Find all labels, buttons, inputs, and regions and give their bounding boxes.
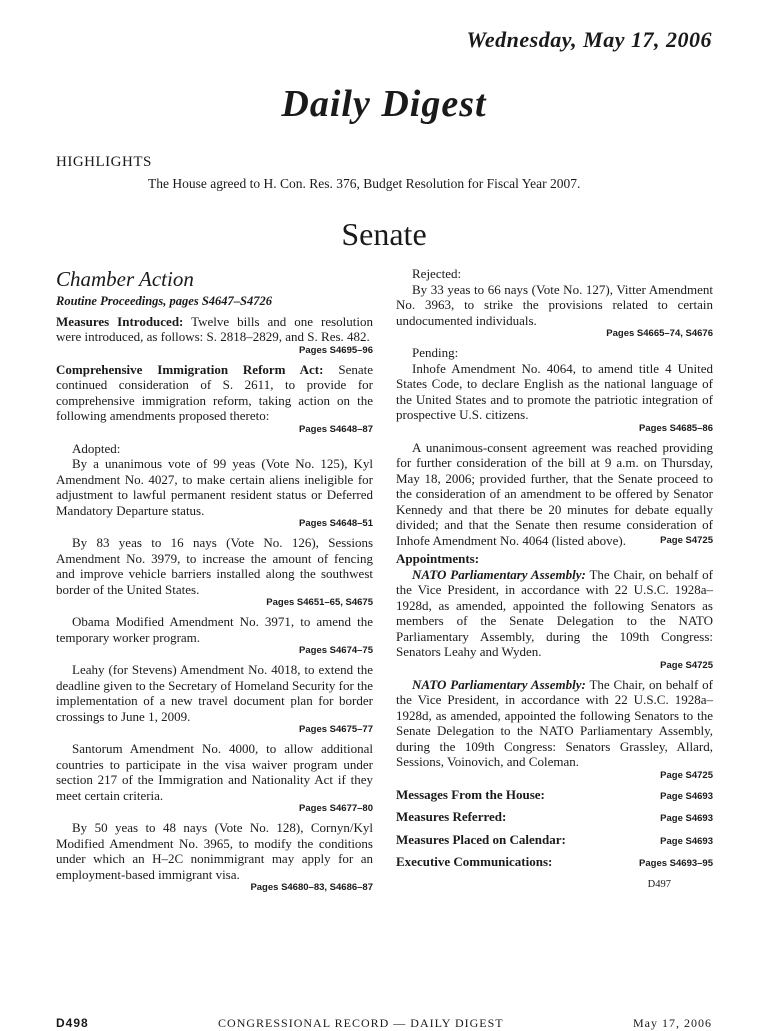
date-line: Wednesday, May 17, 2006 bbox=[466, 27, 712, 52]
agreement-paragraph bbox=[396, 440, 713, 549]
highlights-heading: HIGHLIGHTS bbox=[56, 154, 152, 170]
page-ref: Pages S4675–77 bbox=[299, 724, 373, 735]
cir-label: Comprehensive Immigration Reform Act: bbox=[56, 361, 324, 377]
page-ref: Page S4725 bbox=[660, 534, 713, 546]
pending-label: Pending: bbox=[412, 345, 459, 360]
measures-introduced-text: Twelve bills and one resolution were introduced, as follows: S. 2818–2829, and S. Res. 482. bbox=[56, 313, 373, 344]
footer-page: D498 bbox=[56, 1016, 89, 1030]
measures-introduced-paragraph bbox=[56, 314, 373, 345]
page-ref: Pages S4651–65, S4675 bbox=[266, 597, 373, 608]
measures-introduced-label: Measures Introduced: bbox=[56, 313, 184, 329]
rejected-text: By 33 yeas to 66 nays (Vote No. 127), Vitter Amendment No. 3963, to strike the provisions related to certain undocumented individuals. bbox=[396, 281, 713, 328]
row-label: Measures Placed on Calendar: bbox=[396, 831, 566, 847]
chamber-action-heading: Chamber Action bbox=[56, 267, 194, 291]
page-ref: Pages S4674–75 bbox=[299, 645, 373, 656]
summary-row-messages bbox=[396, 787, 713, 805]
row-label: Messages From the House: bbox=[396, 786, 545, 802]
right-column bbox=[396, 266, 713, 892]
routine-proceedings: Routine Proceedings, pages S4647–S4726 bbox=[56, 294, 272, 308]
row-page-ref: Page S4693 bbox=[660, 835, 713, 847]
page-ref: Page S4725 bbox=[660, 659, 713, 671]
highlights-text: The House agreed to H. Con. Res. 376, Budget Resolution for Fiscal Year 2007. bbox=[148, 176, 581, 191]
page-ref: Pages S4680–83, S4686–87 bbox=[250, 882, 373, 893]
rejected-label: Rejected: bbox=[412, 266, 462, 281]
row-page-ref: Page S4693 bbox=[660, 790, 713, 802]
nato-text: The Chair, on behalf of the Vice President, in accordance with 22 U.S.C. 1928a–1928d, as amended, appointed the following Senators to the Senate Delegation to the NATO Parliamentary Assembly, during the 109th Congress: Senators Grassley, Allard, Sessions, Voinovich, and Coleman. bbox=[396, 676, 713, 769]
summary-row-calendar bbox=[396, 832, 713, 850]
section-title: Senate bbox=[341, 216, 427, 252]
nato-label: NATO Parliamentary Assembly: bbox=[412, 676, 586, 692]
page-ref: Pages S4648–87 bbox=[299, 423, 373, 435]
amendment-item: By 83 yeas to 16 nays (Vote No. 126), Sessions Amendment No. 3979, to increase the amount of fencing and improve vehicle barriers installed along the southwest border of the United States. bbox=[56, 535, 373, 597]
nato-paragraph-2 bbox=[396, 677, 713, 770]
amendment-item: Santorum Amendment No. 4000, to allow additional countries to participate in the visa waiver program under section 217 of the Immigration and Nationality Act if they meet certain criteria. bbox=[56, 741, 373, 803]
page-title: Daily Digest bbox=[281, 83, 487, 125]
page-ref: Page S4725 bbox=[660, 769, 713, 781]
appointments-label: Appointments: bbox=[396, 551, 480, 566]
row-page-ref: Page S4693 bbox=[660, 813, 713, 824]
page-number: D497 bbox=[647, 878, 671, 890]
footer-date: May 17, 2006 bbox=[632, 1016, 712, 1030]
row-label: Executive Communications: bbox=[396, 854, 553, 869]
page-ref: Pages S4695–96 bbox=[299, 344, 373, 356]
row-page-ref: Pages S4693–95 bbox=[639, 858, 713, 869]
row-label: Measures Referred: bbox=[396, 809, 507, 824]
nato-label: NATO Parliamentary Assembly: bbox=[412, 566, 586, 582]
adopted-label: Adopted: bbox=[72, 440, 121, 456]
summary-row-referred bbox=[396, 809, 713, 827]
cir-text: Senate continued consideration of S. 2611, to provide for comprehensive immigration reform, taking action on the following amendments proposed thereto: bbox=[56, 361, 373, 423]
summary-row-executive bbox=[396, 854, 713, 872]
page-ref: Pages S4665–74, S4676 bbox=[606, 328, 713, 339]
pending-text: Inhofe Amendment No. 4064, to amend title 4 United States Code, to declare English as the national language of the United States and to promote the patriotic integration of prospective U.S. citizens. bbox=[396, 360, 713, 422]
cir-paragraph bbox=[56, 362, 373, 424]
amendment-item: Obama Modified Amendment No. 3971, to amend the temporary worker program. bbox=[56, 614, 373, 645]
amendment-item: Leahy (for Stevens) Amendment No. 4018, to extend the deadline given to the Secretary of Homeland Security for the implementation of a new travel document plan for border crossings to June 1, 2009. bbox=[56, 662, 373, 724]
page-ref: Pages S4685–86 bbox=[639, 422, 713, 434]
nato-text: The Chair, on behalf of the Vice President, in accordance with 22 U.S.C. 1928a–1928d, as amended, appointed the following Senators as members of the Senate Delegation to the NATO Parliamentary Assembly, during the 109th Congress: Senators Leahy and Wyden. bbox=[396, 566, 713, 659]
nato-paragraph-1 bbox=[396, 567, 713, 660]
left-column bbox=[56, 266, 373, 899]
page-ref: Pages S4677–80 bbox=[299, 803, 373, 814]
amendment-item: By a unanimous vote of 99 yeas (Vote No. 125), Kyl Amendment No. 4027, to make certain aliens ineligible for adjustment to lawful permanent resident status or Deferred Mandatory Departure status. bbox=[56, 456, 373, 518]
amendment-item: By 50 yeas to 48 nays (Vote No. 128), Cornyn/Kyl Modified Amendment No. 3965, to modify the conditions under which an H–2C nonimmigrant may apply for an employment-based immigrant visa. bbox=[56, 820, 373, 882]
agreement-text: A unanimous-consent agreement was reached providing for further consideration of the bill at 9 a.m. on Thursday, May 18, 2006; provided further, that the Senate proceed to the consideration of an amendment to be offered by Senator Kennedy and that there be 20 minutes for debate equally divided; and that the Senate then resume consideration of Inhofe Amendment No. 4064 (listed above). bbox=[396, 439, 713, 548]
page-ref: Pages S4648–51 bbox=[299, 518, 373, 529]
footer-center: CONGRESSIONAL RECORD — DAILY DIGEST bbox=[218, 1016, 504, 1030]
